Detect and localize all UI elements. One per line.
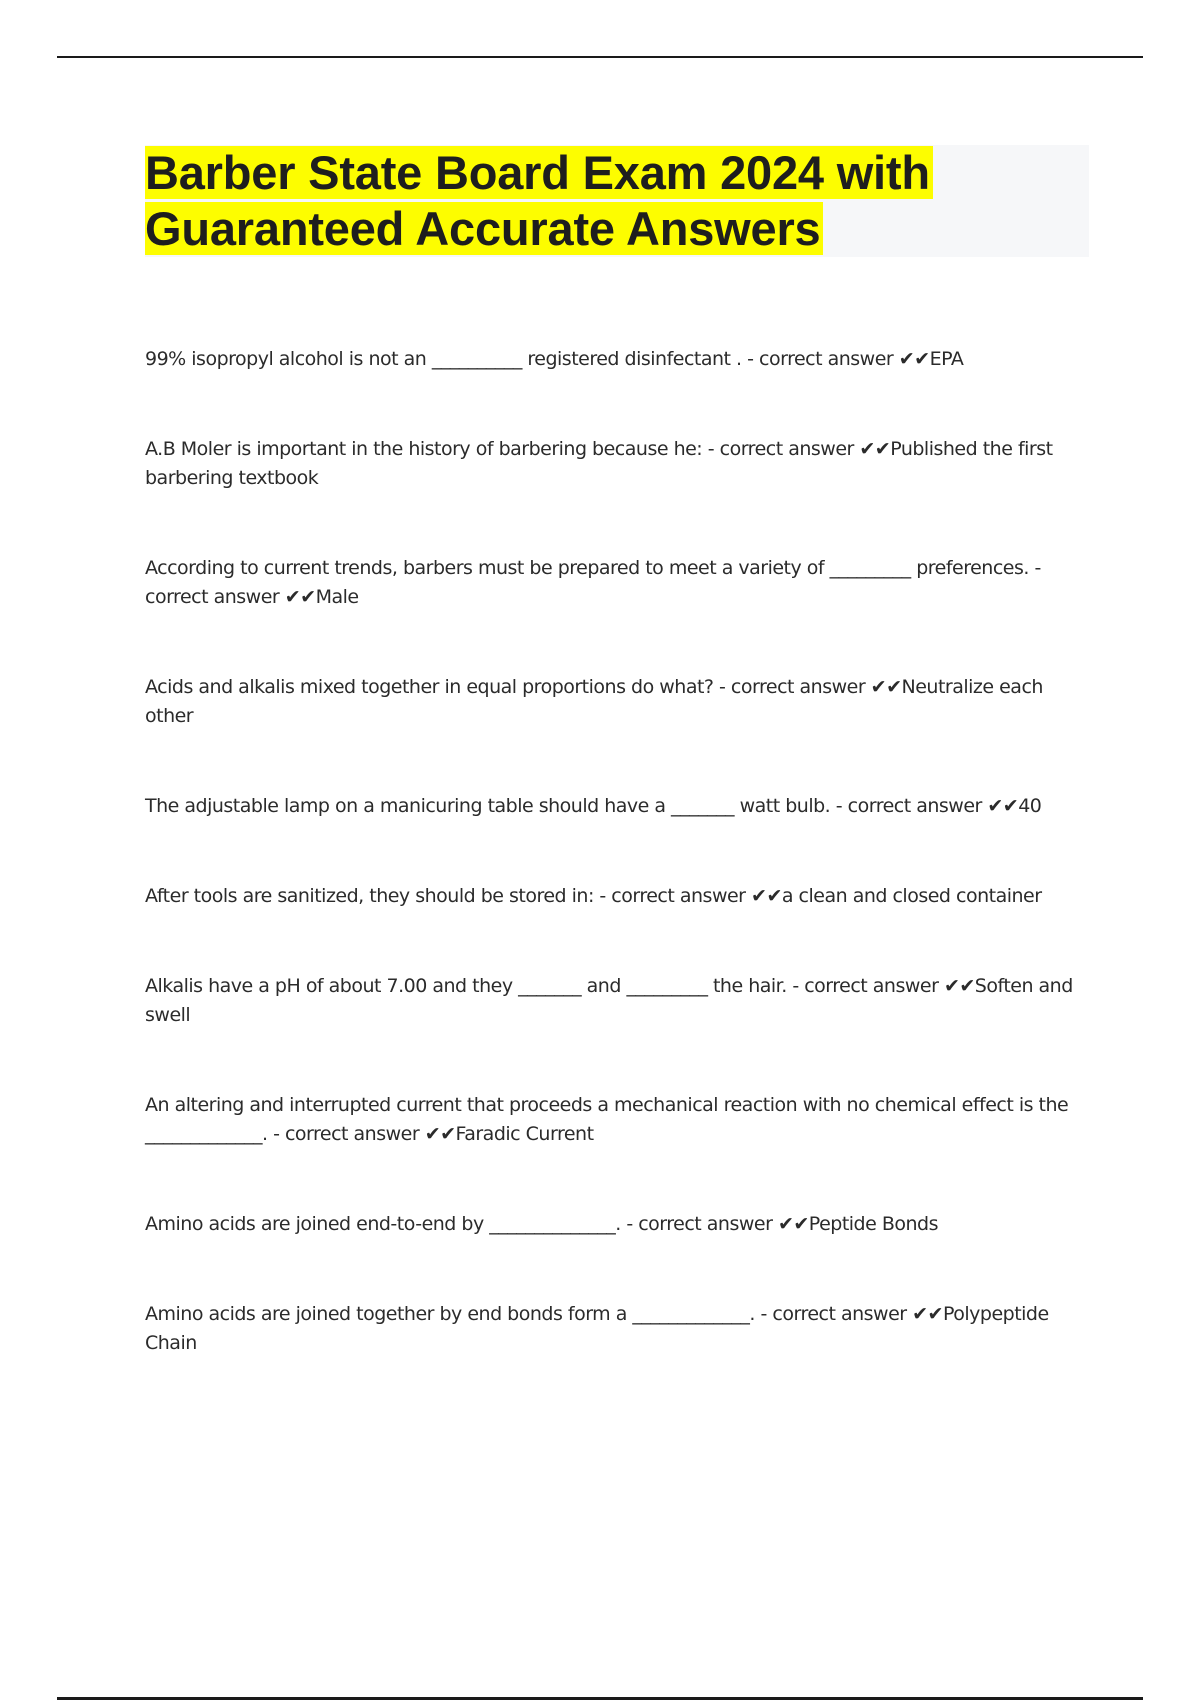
question-item: An altering and interrupted current that proceeds a mechanical reaction with no chemical effect is the _____________. - correct answer ✔✔Faradic Current	[145, 1094, 1069, 1145]
title-highlight: Barber State Board Exam 2024 with Guaranteed Accurate Answers	[145, 146, 933, 255]
document-title	[145, 145, 1089, 257]
question-item: The adjustable lamp on a manicuring table should have a _______ watt bulb. - correct answer ✔✔40	[145, 795, 1042, 817]
question-item: Amino acids are joined together by end bonds form a _____________. - correct answer ✔✔Polypeptide Chain	[145, 1303, 1049, 1354]
title-block	[145, 145, 1089, 257]
question-item: A.B Moler is important in the history of barbering because he: - correct answer ✔✔Published the first barbering textbook	[145, 438, 1053, 489]
top-rule	[57, 56, 1143, 58]
question-item: 99% isopropyl alcohol is not an __________ registered disinfectant . - correct answer ✔✔EPA	[145, 348, 964, 370]
question-item: Acids and alkalis mixed together in equal proportions do what? - correct answer ✔✔Neutralize each other	[145, 676, 1043, 727]
question-item: After tools are sanitized, they should be stored in: - correct answer ✔✔a clean and closed container	[145, 885, 1042, 907]
question-item: According to current trends, barbers must be prepared to meet a variety of _________ preferences. - correct answer ✔✔Male	[145, 557, 1041, 608]
question-item: Amino acids are joined end-to-end by ______________. - correct answer ✔✔Peptide Bonds	[145, 1213, 938, 1235]
question-item: Alkalis have a pH of about 7.00 and they _______ and _________ the hair. - correct answer ✔✔Soften and swell	[145, 975, 1073, 1026]
question-list	[145, 345, 1085, 1358]
